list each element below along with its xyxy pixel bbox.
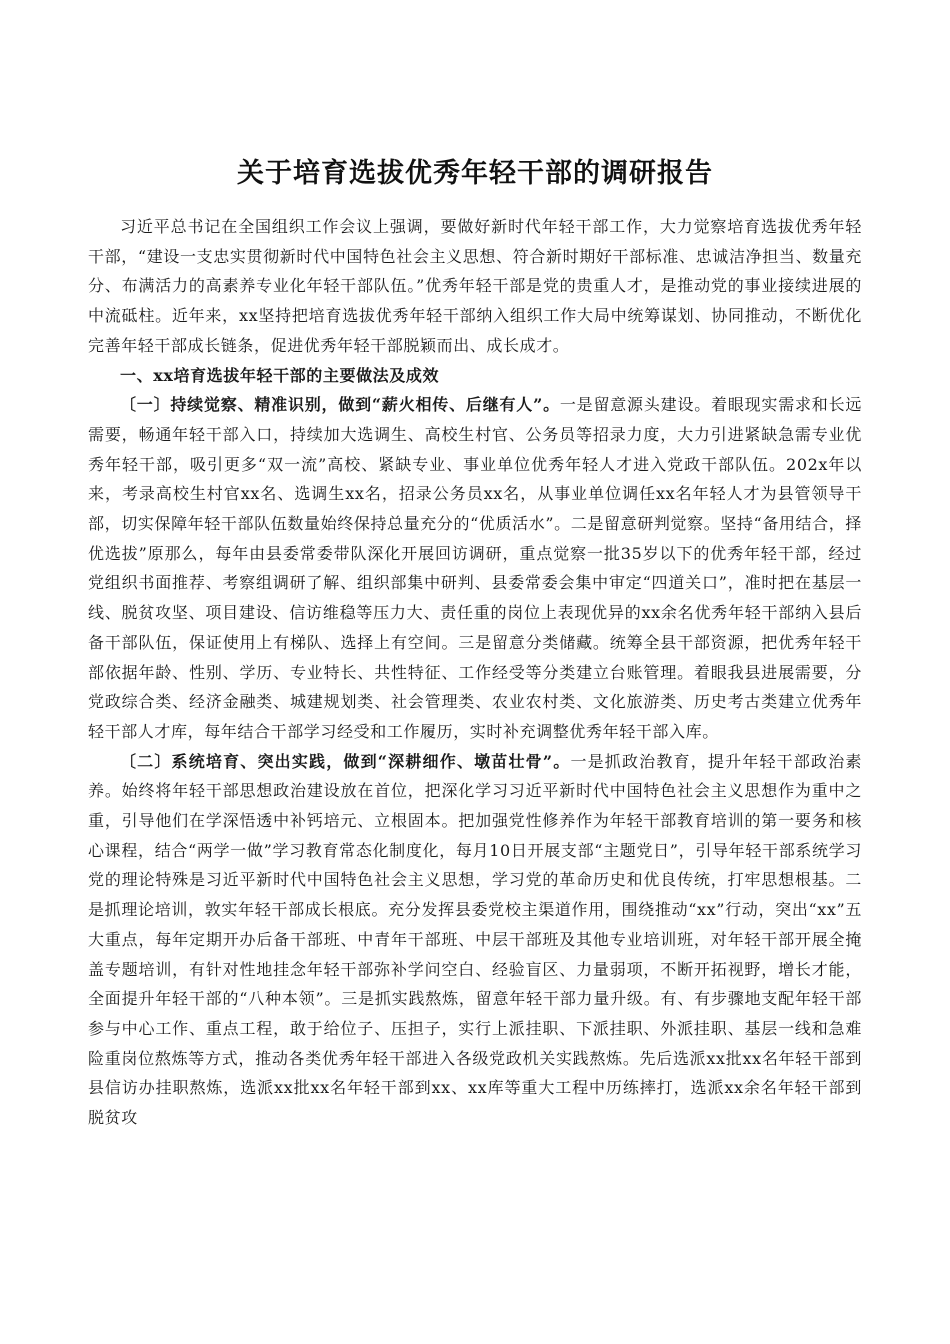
section-heading-1: 一、xx培育选拔年轻干部的主要做法及成效 bbox=[120, 365, 440, 385]
document-title: 关于培育选拔优秀年轻干部的调研报告 bbox=[237, 158, 713, 189]
subsection-1-paragraph bbox=[88, 390, 862, 746]
subsection-2-heading: 〔二〕系统培育、突出实践，做到“深耕细作、墩苗壮骨”。 bbox=[120, 751, 571, 771]
subsection-2-paragraph bbox=[88, 747, 862, 1133]
subsection-2-body: 一是抓政治教育，提升年轻干部政治素养。始终将年轻干部思想政治建设放在首位，把深化学习习近平新时代中国特色社会主义思想作为重中之重，引导他们在学深悟透中补钙培元、立根固本。把加强党性修养作为年轻干部教育培训的第一要务和核心课程，结合“两学一做”学习教育常态化制度化，每月10日开展支部“主题党日”，引导年轻干部系统学习党的理论特殊是习近平新时代中国特色社会主义思想，学习党的革命历史和优良传统，打牢思想根基。二是抓理论培训，敦实年轻干部成长根底。充分发挥县委党校主渠道作用，围绕推动“xx”行动，突出“xx”五大重点，每年定期开办后备干部班、中青年干部班、中层干部班及其他专业培训班，对年轻干部开展全掩盖专题培训，有针对性地挂念年轻干部弥补学问空白、经验盲区、力量弱项，不断开拓视野，增长才能，全面提升年轻干部的“八种本领”。三是抓实践熬炼，留意年轻干部力量升级。有、有步骤地支配年轻干部参与中心工作、重点工程，敢于给位子、压担子，实行上派挂职、下派挂职、外派挂职、基层一线和急难险重岗位熬炼等方式，推动各类优秀年轻干部进入各级党政机关实践熬炼。先后选派xx批xx名年轻干部到县信访办挂职熬炼，选派xx批xx名年轻干部到xx、xx库等重大工程中历练摔打，选派xx余名年轻干部到脱贫攻 bbox=[88, 751, 863, 1128]
subsection-1-heading: 〔一〕持续觉察、精准识别，做到“薪火相传、后继有人”。 bbox=[120, 395, 560, 415]
intro-paragraph: 习近平总书记在全国组织工作会议上强调，要做好新时代年轻干部工作，大力觉察培育选拔优秀年轻干部，“建设一支忠实贯彻新时代中国特色社会主义思想、符合新时期好干部标准、忠诚洁净担当、数量充分、布满活力的高素养专业化年轻干部队伍。”优秀年轻干部是党的贵重人才，是推动党的事业接续进展的中流砥柱。近年来，xx坚持把培育选拔优秀年轻干部纳入组织工作大局中统筹谋划、协同推动，不断优化完善年轻干部成长链条，促进优秀年轻干部脱颖而出、成长成才。 bbox=[88, 217, 862, 355]
subsection-1-body: 一是留意源头建设。着眼现实需求和长远需要，畅通年轻干部入口，持续加大选调生、高校生村官、公务员等招录力度，大力引进紧缺急需专业优秀年轻干部，吸引更多“双一流”高校、紧缺专业、事业单位优秀年轻人才进入党政干部队伍。202x年以来，考录高校生村官xx名、选调生xx名，招录公务员xx名，从事业单位调任xx名年轻人才为县管领导干部，切实保障年轻干部队伍数量始终保持总量充分的“优质活水”。二是留意研判觉察。坚持“备用结合，择优选拔”原那么，每年由县委常委带队深化开展回访调研，重点觉察一批35岁以下的优秀年轻干部，经过党组织书面推荐、考察组调研了解、组织部集中研判、县委常委会集中审定“四道关口”，准时把在基层一线、脱贫攻坚、项目建设、信访维稳等压力大、责任重的岗位上表现优异的xx余名优秀年轻干部纳入县后备干部队伍，保证使用上有梯队、选择上有空间。三是留意分类储藏。统筹全县干部资源，把优秀年轻干部依据年龄、性别、学历、专业特长、共性特征、工作经受等分类建立台账管理。着眼我县进展需要，分党政综合类、经济金融类、城建规划类、社会管理类、农业农村类、文化旅游类、历史考古类建立优秀年轻干部人才库，每年结合干部学习经受和工作履历，实时补充调整优秀年轻干部入库。 bbox=[88, 395, 862, 741]
